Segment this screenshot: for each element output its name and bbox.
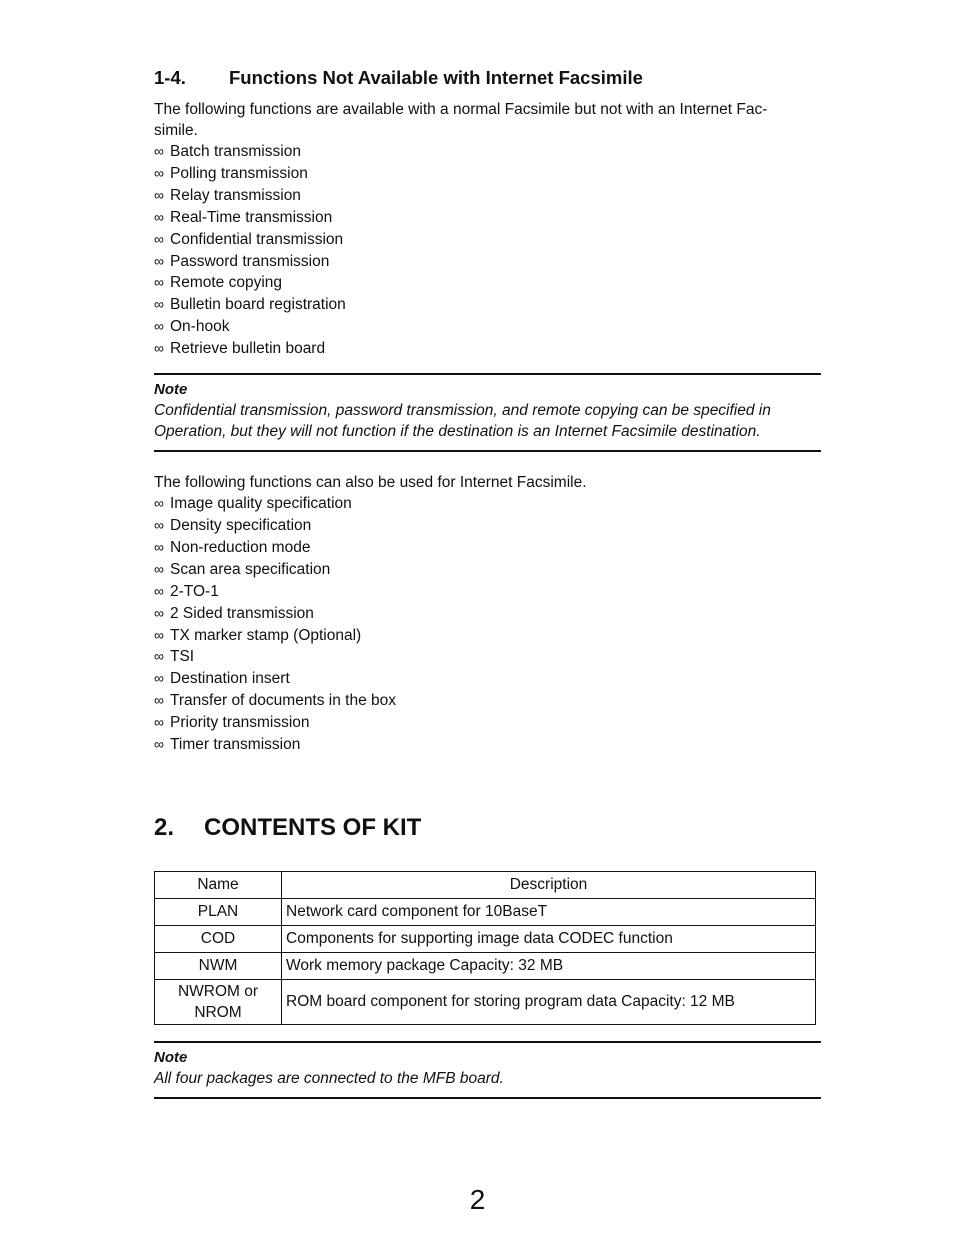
bullet-icon: ∞	[154, 274, 164, 291]
note-line-2: Operation, but they will not function if the destination is an Internet Facsimile destination.	[154, 423, 761, 441]
bullet-icon: ∞	[154, 516, 164, 533]
bullet-icon: ∞	[154, 714, 164, 731]
bullet-icon: ∞	[154, 560, 164, 577]
list-item	[154, 316, 821, 338]
table-row	[155, 898, 816, 925]
available-intro: The following functions can also be used for Internet Facsimile.	[154, 474, 587, 492]
list-item	[154, 690, 821, 712]
table-row	[155, 979, 816, 1024]
list-item	[154, 537, 821, 559]
kit-contents-table	[154, 871, 816, 1025]
section-title: CONTENTS OF KIT	[204, 813, 422, 841]
list-item-text: Destination insert	[170, 670, 290, 688]
list-item	[154, 559, 821, 581]
section-number: 1-4.	[154, 67, 186, 88]
bullet-icon: ∞	[154, 143, 164, 159]
list-item-text: Password transmission	[170, 252, 330, 270]
table-row	[155, 952, 816, 979]
note-title: Note	[154, 1048, 188, 1066]
list-item	[154, 294, 821, 316]
bullet-icon: ∞	[154, 296, 164, 313]
bullet-icon: ∞	[154, 186, 164, 203]
note-text: All four packages are connected to the MFB board.	[154, 1069, 504, 1087]
cell-name-line-2: NROM	[194, 1003, 242, 1021]
list-item-text: TSI	[170, 648, 195, 666]
list-item-text: Bulletin board registration	[170, 296, 346, 314]
bullet-icon: ∞	[154, 252, 164, 269]
cell-description: Components for supporting image data CODEC function	[282, 925, 816, 952]
column-header-name: Name	[155, 871, 282, 898]
bullet-icon: ∞	[154, 318, 164, 335]
list-item-text: TX marker stamp (Optional)	[170, 626, 362, 644]
list-item	[154, 185, 821, 207]
list-item-text: Retrieve bulletin board	[170, 340, 326, 358]
list-item	[154, 272, 821, 294]
section-title: Functions Not Available with Internet Facsimile	[229, 67, 643, 88]
list-item-text: Timer transmission	[170, 736, 301, 754]
list-item-text: Density specification	[170, 516, 312, 534]
available-functions-list	[154, 493, 821, 756]
bullet-icon: ∞	[154, 692, 164, 709]
cell-name-line-1: NWROM or	[177, 982, 259, 1000]
bullet-icon: ∞	[154, 670, 164, 687]
cell-name: COD	[155, 925, 282, 952]
list-item-text: Relay transmission	[170, 186, 301, 204]
section-heading-2	[154, 813, 821, 843]
list-item	[154, 338, 821, 360]
cell-name: NWM	[155, 952, 282, 979]
list-item-text: Confidential transmission	[170, 230, 344, 248]
intro-line-2: simile.	[154, 122, 198, 139]
list-item	[154, 229, 821, 251]
section-heading-1-4	[154, 66, 821, 90]
cell-description: Work memory package Capacity: 32 MB	[282, 952, 816, 979]
list-item-text: Scan area specification	[170, 560, 331, 578]
list-item-text: Remote copying	[170, 274, 283, 292]
list-item	[154, 668, 821, 690]
page-number: 2	[469, 1184, 486, 1215]
list-item	[154, 734, 821, 756]
list-item	[154, 141, 821, 163]
list-item-text: On-hook	[170, 318, 230, 336]
list-item-text: Real-Time transmission	[170, 208, 333, 226]
bullet-icon: ∞	[154, 604, 164, 621]
table-row	[155, 925, 816, 952]
cell-description: ROM board component for storing program data Capacity: 12 MB	[282, 979, 816, 1024]
note-box-2	[154, 1041, 821, 1099]
list-item-text: 2-TO-1	[170, 582, 219, 600]
document-page	[154, 66, 821, 1099]
bullet-icon: ∞	[154, 538, 164, 555]
list-item	[154, 712, 821, 734]
note-line-1: Confidential transmission, password transmission, and remote copying can be specified in	[154, 402, 771, 420]
bullet-icon: ∞	[154, 230, 164, 247]
list-item	[154, 515, 821, 537]
bullet-icon: ∞	[154, 164, 164, 181]
note-box-1	[154, 373, 821, 452]
note-title: Note	[154, 381, 188, 399]
section-number: 2.	[154, 813, 175, 841]
list-item-text: 2 Sided transmission	[170, 604, 314, 622]
list-item-text: Transfer of documents in the box	[170, 692, 397, 710]
bullet-icon: ∞	[154, 340, 164, 357]
list-item-text: Image quality specification	[170, 495, 352, 513]
list-item	[154, 603, 821, 625]
column-header-description: Description	[282, 871, 816, 898]
list-item	[154, 251, 821, 273]
bullet-icon: ∞	[154, 582, 164, 599]
list-item	[154, 625, 821, 647]
unavailable-functions-list	[154, 141, 821, 360]
intro-line-1: The following functions are available with a normal Facsimile but not with an Internet Fac-	[154, 101, 768, 118]
list-item	[154, 163, 821, 185]
intro-paragraph	[154, 99, 821, 141]
list-item-text: Batch transmission	[170, 143, 301, 160]
note-text	[154, 400, 821, 442]
cell-description: Network card component for 10BaseT	[282, 898, 816, 925]
table-header-row	[155, 871, 816, 898]
bullet-icon: ∞	[154, 648, 164, 665]
list-item-text: Polling transmission	[170, 164, 308, 182]
list-item-text: Priority transmission	[170, 714, 310, 732]
bullet-icon: ∞	[154, 208, 164, 225]
list-item	[154, 581, 821, 603]
list-item	[154, 646, 821, 668]
bullet-icon: ∞	[154, 736, 164, 753]
list-item	[154, 207, 821, 229]
list-item	[154, 493, 821, 515]
bullet-icon: ∞	[154, 495, 164, 512]
list-item-text: Non-reduction mode	[170, 538, 311, 556]
bullet-icon: ∞	[154, 626, 164, 643]
cell-name	[155, 979, 282, 1024]
cell-name: PLAN	[155, 898, 282, 925]
